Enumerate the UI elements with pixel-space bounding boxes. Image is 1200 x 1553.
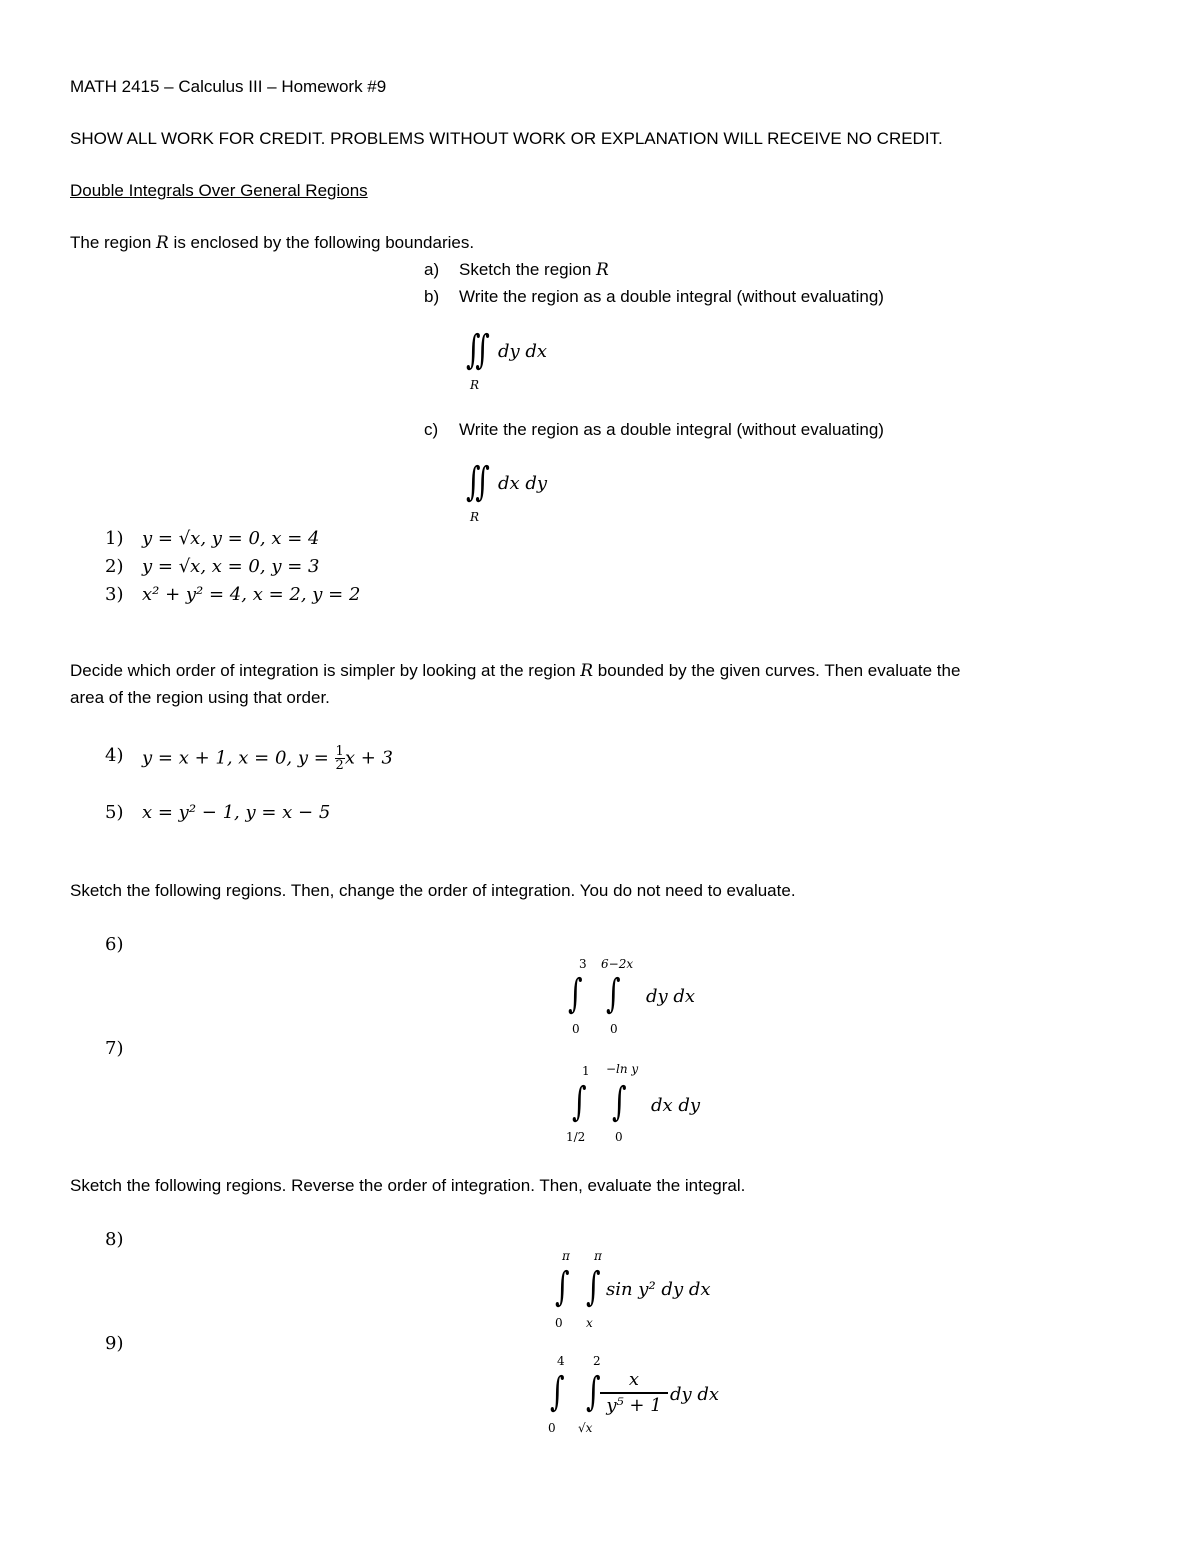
problem-6-num: 6)	[105, 934, 124, 955]
p8-inner-lower: x	[586, 1316, 593, 1330]
problem-4-expr	[142, 745, 393, 772]
part-b-text: Write the region as a double integral (without evaluating)	[459, 287, 884, 306]
p6-inner-lower: 0	[610, 1022, 618, 1036]
p6-outer-upper: 3	[579, 957, 587, 971]
intro-text-before: The region	[70, 233, 156, 252]
part-c-integral: dx dy	[498, 473, 548, 494]
intro-text-after: is enclosed by the following boundaries.	[168, 233, 475, 252]
problem-1-expr: y = √x, y = 0, x = 4	[142, 528, 320, 549]
part-a-text	[459, 259, 609, 281]
instructions: SHOW ALL WORK FOR CREDIT. PROBLEMS WITHOUT WORK OR EXPLANATION WILL RECEIVE NO CREDIT.	[70, 129, 943, 148]
problem-4-num: 4)	[105, 745, 124, 766]
p9-frac-den: y⁵ + 1	[606, 1395, 662, 1416]
problem-2-num: 2)	[105, 556, 124, 577]
part-c-region: R	[470, 510, 480, 524]
page-title: MATH 2415 – Calculus III – Homework #9	[70, 77, 387, 96]
section4-intro: Sketch the following regions. Reverse the order of integration. Then, evaluate the integral.	[70, 1176, 746, 1195]
integral-sign: ∫	[572, 1079, 587, 1125]
part-a-desc: Sketch the region	[459, 260, 597, 279]
problem-8-num: 8)	[105, 1229, 124, 1250]
problem-4-expr-after: x + 3	[344, 747, 393, 769]
section1-intro	[70, 232, 474, 254]
part-c-label: c)	[424, 420, 439, 439]
integral-sign: ∫	[586, 1369, 601, 1415]
part-b-label: b)	[424, 287, 440, 306]
integral-sign: ∫	[586, 1264, 601, 1310]
problem-5-expr: x = y² − 1, y = x − 5	[142, 802, 331, 823]
problem-9-num: 9)	[105, 1333, 124, 1354]
part-a-var: R	[596, 260, 609, 280]
problem-5-num: 5)	[105, 802, 124, 823]
section3-intro: Sketch the following regions. Then, change the order of integration. You do not need to evaluate.	[70, 881, 796, 900]
problem-4-frac-den: 2	[335, 758, 344, 773]
integral-sign: ∫	[606, 971, 621, 1017]
integral-sign: ∫	[612, 1079, 627, 1125]
section2-intro-before: Decide which order of integration is simpler by looking at the region	[70, 661, 581, 680]
problem-4-expr-before: y = x + 1, x = 0, y =	[142, 747, 335, 769]
p9-inner-upper: 2	[593, 1354, 601, 1368]
p7-inner-lower: 0	[615, 1130, 623, 1144]
p7-outer-lower: 1/2	[566, 1130, 586, 1144]
problem-1-num: 1)	[105, 528, 124, 549]
p9-differentials: dy dx	[670, 1384, 720, 1405]
problem-3-num: 3)	[105, 584, 124, 605]
p9-inner-lower: √x	[578, 1421, 593, 1435]
p7-inner-upper: −ln y	[606, 1062, 639, 1076]
part-b-integral: dy dx	[498, 341, 548, 362]
p8-integrand: sin y² dy dx	[606, 1279, 711, 1300]
region-var: R	[156, 233, 169, 253]
p7-differentials: dx dy	[651, 1095, 701, 1116]
p9-integrand-fraction	[600, 1368, 668, 1418]
integral-sign: ∫	[550, 1369, 565, 1415]
problem-4-frac-num: 1	[335, 744, 344, 759]
integral-sign: ∫	[555, 1264, 570, 1310]
p8-inner-upper: π	[594, 1249, 602, 1263]
p8-outer-lower: 0	[555, 1316, 563, 1330]
p9-frac-num: x	[600, 1368, 668, 1394]
section2-region-var: R	[580, 661, 594, 681]
integral-sign: ∫	[568, 971, 583, 1017]
section2-intro-line2: area of the region using that order.	[70, 688, 330, 707]
part-b-region: R	[470, 378, 480, 392]
p9-outer-upper: 4	[557, 1354, 565, 1368]
double-integral-sign: ∬	[466, 327, 490, 373]
p6-inner-upper: 6−2x	[601, 957, 634, 971]
problem-2-expr: y = √x, x = 0, y = 3	[142, 556, 320, 577]
section-heading: Double Integrals Over General Regions	[70, 181, 368, 200]
p9-outer-lower: 0	[548, 1421, 556, 1435]
part-c-text: Write the region as a double integral (without evaluating)	[459, 420, 884, 439]
p7-outer-upper: 1	[582, 1064, 590, 1078]
problem-7-num: 7)	[105, 1038, 124, 1059]
p6-outer-lower: 0	[572, 1022, 580, 1036]
part-a-label: a)	[424, 260, 440, 279]
section2-intro-after: bounded by the given curves. Then evaluate the	[593, 661, 961, 680]
p6-differentials: dy dx	[646, 986, 696, 1007]
section2-intro-line1	[70, 660, 960, 682]
p8-outer-upper: π	[562, 1249, 570, 1263]
problem-3-expr: x² + y² = 4, x = 2, y = 2	[142, 584, 361, 605]
double-integral-sign: ∬	[466, 459, 490, 505]
